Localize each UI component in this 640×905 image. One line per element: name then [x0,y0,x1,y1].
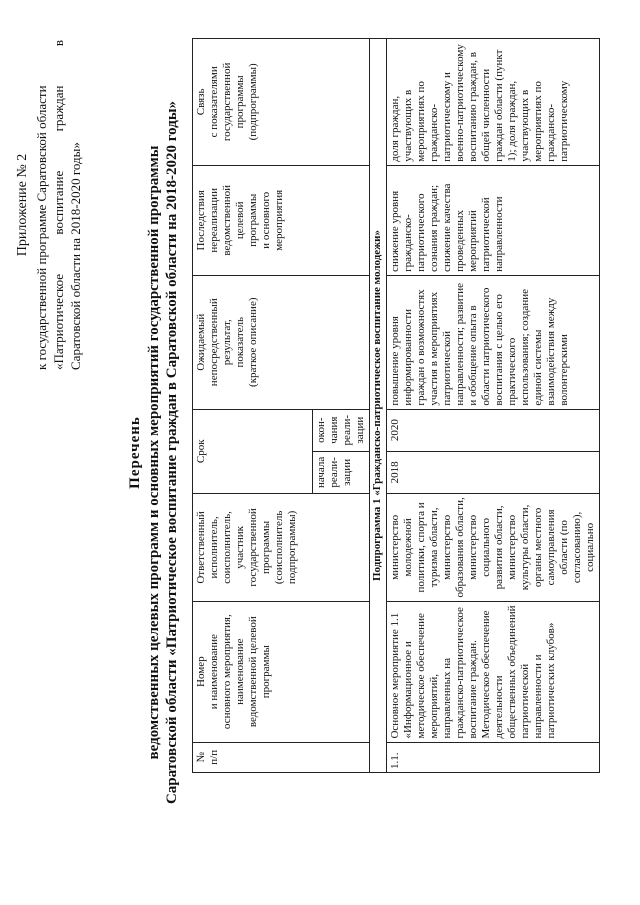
row-end: 2020 [387,409,600,451]
appendix-line-2-word-3: граждан [51,85,66,132]
header-name: Номер и наименование основного мероприятия, наименование ведомственной целевой программы [193,601,370,742]
appendix-title: Приложение № 2 [15,153,30,257]
row-executor: министерство молодежной политики, спорта и туризма области, министерство образования области, министерство социального развития области, министерство культуры области, органы местного самоуправления области (по согласованию), социально [387,493,600,601]
header-link: Связь с показателями государственной программы (подпрограммы) [193,39,370,166]
header-start: начала реали- зации [313,451,370,493]
programs-table [192,38,600,773]
row-result: повышение уровня информированности граждан о возможностях участия в мероприятиях патриотической направленности; развитие и обобщение опыта в области патриотического воспитания с целью его практического использования; создание единой системы взаимодействия между волонтерскими [387,275,600,409]
header-term: Срок [193,409,313,493]
row-start: 2018 [387,451,600,493]
row-name: Основное мероприятие 1.1 «Информационное и методическое обеспечение мероприятий, направленных на гражданско-патриотическое воспитание граждан. Методическое обеспечение деятельности общественных объединений патриотической направленности и патриотических клубов» [387,601,600,742]
header-result: Ожидаемый непосредственный результат, показатель (краткое описание) [193,275,370,409]
header-consequences: Последствия нереализации ведомственной целевой программы и основного мероприятия [193,165,370,275]
appendix-block [14,40,84,370]
appendix-line-2-word-2: воспитание [51,170,66,235]
header-executor: Ответственный исполнитель, соисполнитель, участник государственной программы (соисполнитель подпрограммы) [193,493,370,601]
document-subtitle-2: Саратовской области «Патриотическое воспитание граждан в Саратовской области на 2018-2020 годы» [164,100,180,805]
row-num: 1.1. [387,742,600,772]
table-row [387,39,600,773]
appendix-line-1: к государственной программе Саратовской области [34,85,49,370]
appendix-line-2 [50,40,67,370]
document-subtitle-1: ведомственных целевых программ и основных мероприятий государственной программы [146,145,162,760]
appendix-line-2-word-4: в [51,40,66,47]
section-title: Подпрограмма 1 «Гражданско-патриотическое воспитание молодежи» [370,39,387,773]
row-consequences: снижение уровня гражданско-патриотического сознания граждан; снижение качества проведенных мероприятий патриотической направленности [387,165,600,275]
header-end: окон- чания реали- зации [313,409,370,451]
header-num: № п/п [193,742,370,772]
appendix-line-2-word-1: «Патриотическое [51,273,66,370]
document-title: Перечень [127,416,143,489]
row-link: доля граждан, участвующих в мероприятиях по гражданско-патриотическому и военно-патриотическому воспитанию граждан, в общей численности граждан области (пункт 1); доля граждан, участвующих в мероприятиях по гражданско-патриотическому [387,39,600,166]
appendix-line-3: Саратовской области на 2018-2020 годы» [68,142,83,370]
